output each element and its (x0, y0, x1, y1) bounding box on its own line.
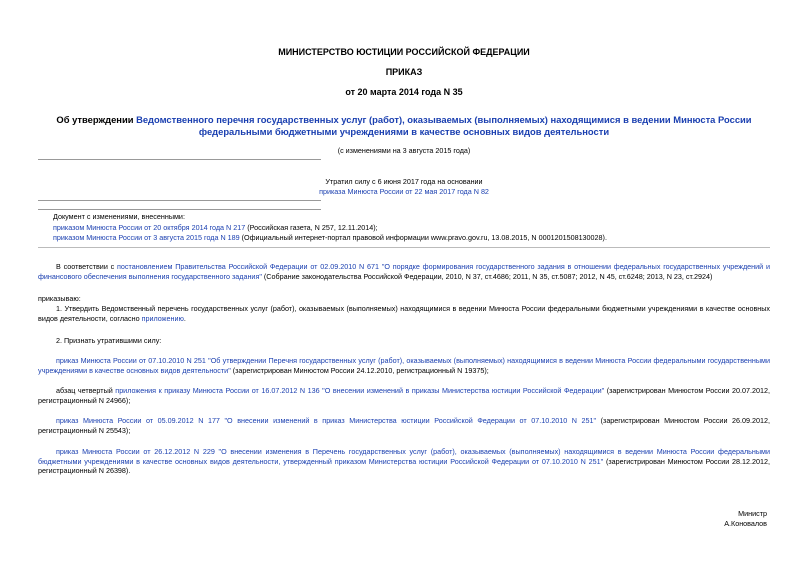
divider (38, 209, 321, 210)
order-word: приказываю: (38, 294, 81, 303)
signature-position: Министр (738, 509, 767, 518)
item-1-post: . (183, 313, 186, 323)
repealed-1 (38, 356, 770, 375)
change-link-2[interactable]: приказом Минюста России от 3 августа 2015 года N 189 (53, 233, 240, 243)
page-title (38, 114, 770, 138)
item-2: 2. Признать утратившими силу: (56, 336, 162, 345)
doc-date-number: от 20 марта 2014 года N 35 (345, 87, 463, 97)
item-1 (38, 304, 770, 323)
basis-paragraph (38, 262, 770, 281)
basis-post: (Собрание законодательства Российской Федерации, 2010, N 37, ст.4686; 2011, N 35, ст.5087; 2012, N 45, ст.6248; 2013, N 23, ст.2924) (261, 271, 713, 281)
repealed-1-post: (зарегистрирован Минюстом России 24.12.2010, регистрационный N 19375); (230, 365, 489, 375)
repealed-2 (38, 386, 770, 405)
changes-block (53, 212, 770, 243)
title-prefix: Об утверждении (56, 114, 137, 125)
item-1-pre: 1. Утвердить Ведомственный перечень государственных услуг (работ), оказываемых (выполняемых) находящимися в ведении Минюста России федеральными бюджетными учреждениями в качестве основных видов деятельности, согласно (38, 304, 770, 323)
title-link[interactable]: Ведомственного перечня государственных услуг (работ), оказываемых (выполняемых) находящимися в ведении Минюста России федеральными бюджетными учреждениями в качестве основных видов деятельности (136, 114, 752, 138)
repealed-2-link[interactable]: приложения к приказу Минюста России от 16.07.2012 N 136 "О внесении изменений в приказы Министерства юстиции Российской Федерации" (115, 386, 605, 395)
appendix-link[interactable]: приложению (141, 313, 184, 323)
repealed-2-pre: абзац четвертый (56, 386, 116, 395)
signature-name: А.Коновалов (724, 519, 767, 528)
change-text-2: (Официальный интернет-портал правовой информации www.pravo.gov.ru, 13.08.2015, N 0001201508130028). (239, 233, 607, 243)
changes-heading: Документ с изменениями, внесенными: (53, 212, 185, 221)
ministry-name: МИНИСТЕРСТВО ЮСТИЦИИ РОССИЙСКОЙ ФЕДЕРАЦИИ (278, 47, 530, 57)
divider (38, 200, 321, 201)
expired-line: Утратил силу с 6 июня 2017 года на основании (325, 177, 483, 186)
expired-link[interactable]: приказа Минюста России от 22 мая 2017 года N 82 (319, 187, 489, 196)
expired-link-wrap (38, 187, 770, 197)
change-link-1[interactable]: приказом Минюста России от 20 октября 2014 года N 217 (53, 222, 246, 232)
divider (38, 247, 770, 248)
list-item (53, 233, 770, 243)
repealed-4-link[interactable]: приказ Минюста России от 26.12.2012 N 229 "О внесении изменения в Перечень государственных услуг (работ), оказываемых (выполняемых) находящимися в ведении Минюста России федеральными бюджетными учреждениями в качестве основных видов деятельности, утвержденный приказом Министерства юстиции Российской Федерации от 07.10.2010 N 251" (38, 447, 770, 466)
repealed-3 (38, 416, 770, 435)
basis-link[interactable]: постановлением Правительства Российской Федерации от 02.09.2010 N 671 "О порядке формирования государственного задания в отношении федеральных государственных учреждений и финансового обеспечения выполнения государственного задания" (38, 262, 770, 281)
change-text-1: (Российская газета, N 257, 12.11.2014); (245, 222, 378, 232)
divider (38, 159, 321, 160)
basis-pre: В соответствии с (56, 262, 118, 271)
repealed-4 (38, 447, 770, 476)
repealed-1-link[interactable]: приказ Минюста России от 07.10.2010 N 251 "Об утверждении Перечня государственных услуг (работ), оказываемых (выполняемых) находящимися в ведении Минюста России федеральными государственными учреждениями в качестве основных видов деятельности" (38, 356, 770, 375)
list-item (53, 223, 770, 233)
amendments-note: (с изменениями на 3 августа 2015 года) (337, 146, 471, 155)
repealed-4-post: (зарегистрирован Минюстом России 28.12.2012, регистрационный N 26398). (38, 456, 771, 476)
repealed-3-link[interactable]: приказ Минюста России от 05.09.2012 N 177 "О внесении изменений в приказ Министерства юстиции Российской Федерации от 07.10.2010 N 251" (56, 416, 597, 425)
doc-type: ПРИКАЗ (385, 67, 423, 77)
repealed-3-post: (зарегистрирован Минюстом России 26.09.2012, регистрационный N 25543); (38, 416, 770, 435)
repealed-2-post: (зарегистрирован Минюстом России 20.07.2012, регистрационный N 24966); (38, 386, 771, 405)
